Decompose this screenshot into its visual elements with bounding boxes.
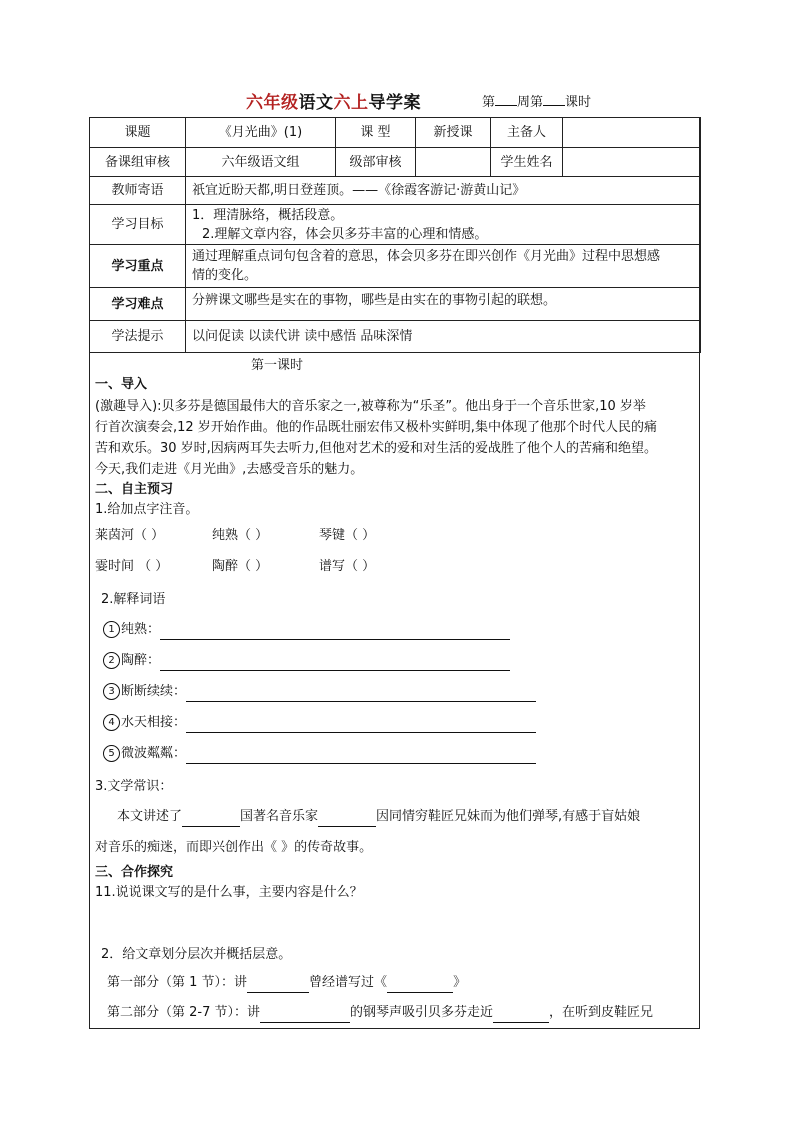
difficulties-value: 分辨课文哪些是实在的事物，哪些是由实在的事物引起的联想。: [186, 288, 701, 321]
objectives-label: 学习目标: [90, 205, 186, 245]
answer-line[interactable]: [318, 812, 376, 827]
vocab-question: 2.解释词语: [101, 592, 166, 607]
page-header: [0, 88, 794, 113]
week-period-field: 第 周第 课时: [482, 95, 592, 110]
vocab-item: 2 陶醉：: [103, 651, 510, 671]
section-preview-heading: 二、自主预习: [95, 482, 174, 497]
explore-question-1: 11.说说课文写的是什么事，主要内容是什么？: [95, 885, 363, 900]
intro-line-3: 苦和欢乐。30 岁时,因病两耳失去听力,但他对艺术的爱和对生活的爱战胜了他个人的苦痛和绝望。: [95, 441, 657, 456]
teacher-message-value: 祇宜近盼天都,明日登莲顶。——《徐霞客游记·游黄山记》: [186, 177, 701, 205]
answer-line[interactable]: [186, 749, 536, 764]
explore-question-2: 2．给文章划分层次并概括层意。: [101, 947, 292, 962]
group-review-label: 备课组审核: [90, 148, 186, 177]
pinyin-item[interactable]: 琴键（ ）: [319, 528, 376, 543]
topic-value: 《月光曲》(1): [186, 118, 336, 148]
dept-review-label: 级部审核: [336, 148, 416, 177]
lesson-info-table: [89, 117, 701, 353]
pinyin-item[interactable]: 霎时间 （ ）: [95, 559, 169, 574]
group-review-value: 六年级语文组: [186, 148, 336, 177]
key-points-value: 通过理解重点词句包含着的意思，体会贝多芬在即兴创作《月光曲》过程中思想感 情的变化。: [186, 245, 701, 288]
key-points-label: 学习重点: [90, 245, 186, 288]
lesson-type-label: 课 型: [336, 118, 416, 148]
answer-line[interactable]: [160, 656, 510, 671]
vocab-item: 4 水天相接：: [103, 713, 536, 733]
topic-label: 课题: [90, 118, 186, 148]
method-label: 学法提示: [90, 321, 186, 353]
answer-line[interactable]: [247, 978, 309, 993]
answer-line[interactable]: [493, 1008, 549, 1023]
pinyin-item[interactable]: 陶醉（ ）: [212, 559, 269, 574]
intro-line-4: 今天,我们走进《月光曲》,去感受音乐的魅力。: [95, 462, 364, 477]
answer-line[interactable]: [160, 625, 510, 640]
intro-line-2: 行首次演奏会,12 岁开始作曲。他的作品既壮丽宏伟又极朴实鲜明,集中体现了他那个时代人民的痛: [95, 420, 657, 435]
pinyin-item[interactable]: 纯熟（ ）: [212, 528, 269, 543]
dept-review-value[interactable]: [416, 148, 491, 177]
answer-line[interactable]: [186, 687, 536, 702]
vocab-item: 3 断断续续：: [103, 682, 536, 702]
student-name-value[interactable]: [563, 148, 701, 177]
answer-line[interactable]: [182, 812, 240, 827]
lesson-title: 第一课时: [251, 358, 304, 373]
vocab-item: 5 微波粼粼：: [103, 744, 536, 764]
literature-question: 3.文学常识：: [95, 779, 173, 794]
answer-line[interactable]: [387, 978, 453, 993]
literature-line-2: 对音乐的痴迷，而即兴创作出《 》的传奇故事。: [95, 840, 373, 855]
answer-line[interactable]: [186, 718, 536, 733]
vocab-item: 1 纯熟：: [103, 620, 510, 640]
pinyin-item[interactable]: 谱写（ ）: [319, 559, 376, 574]
part-2-line: 第二部分（第 2-7 节）：讲 的钢琴声吸引贝多芬走近 ，在听到皮鞋匠兄: [107, 1003, 653, 1023]
lesson-type-value: 新授课: [416, 118, 491, 148]
preparer-label: 主备人: [491, 118, 563, 148]
answer-line[interactable]: [260, 1008, 350, 1023]
intro-line-1: (激趣导入):贝多芬是德国最伟大的音乐家之一,被尊称为“乐圣”。他出身于一个音乐世家,10 岁举: [95, 399, 646, 414]
period-blank[interactable]: [543, 93, 565, 106]
difficulties-label: 学习难点: [90, 288, 186, 321]
student-name-label: 学生姓名: [491, 148, 563, 177]
literature-line-1: 本文讲述了 国著名音乐家 因同情穷鞋匠兄妹而为他们弹琴,有感于盲姑娘: [117, 807, 640, 827]
teacher-message-label: 教师寄语: [90, 177, 186, 205]
pinyin-item[interactable]: 莱茵河（ ）: [95, 528, 165, 543]
week-blank[interactable]: [495, 93, 517, 106]
section-explore-heading: 三、合作探究: [95, 865, 174, 880]
pinyin-question: 1.给加点字注音。: [95, 502, 199, 517]
objectives-value: 1．理清脉络，概括段意。 2.理解文章内容，体会贝多芬丰富的心理和情感。: [186, 205, 701, 245]
method-value: 以问促读 以读代讲 读中感悟 品味深情: [186, 321, 701, 353]
page-title: 六年级语文六上导学案: [246, 93, 421, 113]
part-1-line: 第一部分（第 1 节）：讲 曾经谱写过《 》: [107, 973, 466, 993]
section-intro-heading: 一、导入: [95, 377, 148, 392]
preparer-value[interactable]: [563, 118, 701, 148]
